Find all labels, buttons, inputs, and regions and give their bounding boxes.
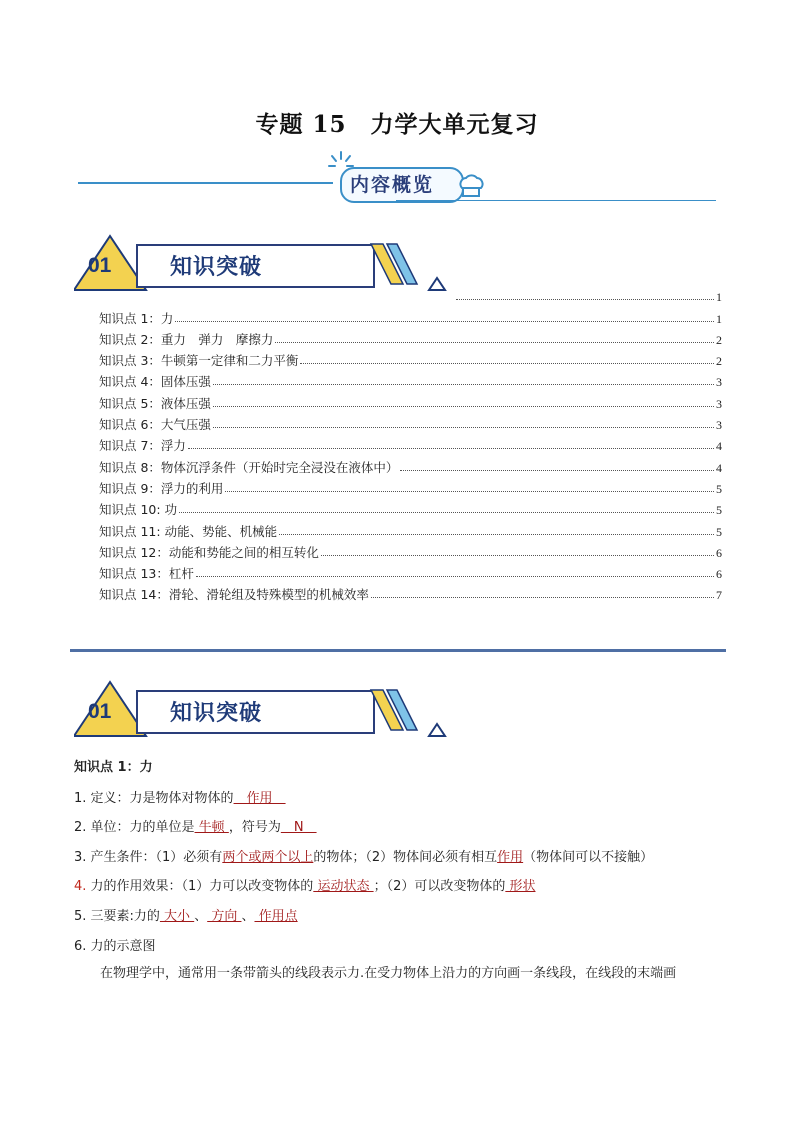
toc-page: 1 bbox=[716, 290, 722, 305]
document-title: 专题 15 力学大单元复习 bbox=[255, 111, 539, 138]
toc-item-title: 知识点 13：杠杆 bbox=[99, 566, 194, 582]
toc-item-page: 2 bbox=[716, 332, 722, 347]
banner-label: 知识突破 bbox=[170, 255, 263, 280]
three-elements-line: 5. 三要素:力的 大小 、 方向 、 作用点 bbox=[74, 908, 298, 924]
effect-line: 4. 力的作用效果：（1）力可以改变物体的 运动状态 ；（2）可以改变物体的 形状 bbox=[74, 879, 536, 895]
overview-header bbox=[78, 150, 718, 208]
knowledge-point-title: 知识点 1：力 bbox=[74, 760, 153, 775]
chef-hat-icon bbox=[456, 174, 486, 200]
banner-number: 01 bbox=[88, 254, 112, 277]
toc-item-title: 知识点 5：液体压强 bbox=[99, 395, 211, 411]
answer-blank: 两个或两个以上 bbox=[222, 849, 314, 865]
toc-item[interactable] bbox=[99, 454, 722, 475]
toc-first-row bbox=[99, 284, 722, 305]
table-of-contents bbox=[99, 284, 722, 603]
answer-blank: 方向 bbox=[207, 908, 242, 924]
toc-item-page: 1 bbox=[716, 311, 722, 326]
section-banner-main bbox=[74, 678, 454, 740]
diagram-heading: 6. 力的示意图 bbox=[74, 938, 156, 954]
toc-item[interactable] bbox=[99, 518, 722, 539]
toc-item-title: 知识点 14：滑轮、滑轮组及特殊模型的机械效率 bbox=[99, 587, 369, 603]
toc-item-title: 知识点 10: 功 bbox=[99, 502, 178, 518]
toc-item[interactable] bbox=[99, 433, 722, 454]
answer-blank: 形状 bbox=[505, 879, 536, 895]
answer-blank: 牛顿 bbox=[194, 820, 229, 836]
toc-item-title: 知识点 12：动能和势能之间的相互转化 bbox=[99, 544, 319, 560]
toc-item[interactable] bbox=[99, 412, 722, 433]
toc-item-page: 7 bbox=[716, 588, 722, 603]
answer-blank: N bbox=[280, 820, 317, 836]
answer-blank: 作用点 bbox=[254, 908, 298, 924]
toc-item-title: 知识点 6：大气压强 bbox=[99, 417, 211, 433]
toc-item-title: 知识点 7：浮力 bbox=[99, 438, 186, 454]
toc-item[interactable] bbox=[99, 348, 722, 369]
banner-number: 01 bbox=[88, 700, 112, 723]
section-divider bbox=[70, 649, 726, 652]
toc-item[interactable] bbox=[99, 540, 722, 561]
toc-item[interactable] bbox=[99, 497, 722, 518]
overview-right-line bbox=[396, 200, 716, 201]
definition-line: 1. 定义：力是物体对物体的 作用 bbox=[74, 790, 286, 806]
answer-blank: 大小 bbox=[159, 908, 195, 924]
toc-item-page: 3 bbox=[716, 375, 722, 390]
toc-item[interactable] bbox=[99, 390, 722, 411]
content-body bbox=[74, 760, 734, 982]
toc-item[interactable] bbox=[99, 305, 722, 326]
toc-item-page: 4 bbox=[716, 460, 722, 475]
answer-blank: 作用 bbox=[233, 790, 286, 806]
toc-item-page: 6 bbox=[716, 567, 722, 582]
toc-item[interactable] bbox=[99, 369, 722, 390]
overview-label: 内容概览 bbox=[350, 174, 435, 196]
toc-item[interactable] bbox=[99, 582, 722, 603]
toc-item-title: 知识点 3：牛顿第一定律和二力平衡 bbox=[99, 353, 299, 369]
banner-stripes-icon bbox=[369, 678, 459, 740]
answer-blank: 运动状态 bbox=[313, 879, 374, 895]
toc-item-page: 5 bbox=[716, 481, 722, 496]
toc-item-title: 知识点 4：固体压强 bbox=[99, 374, 211, 390]
toc-item[interactable] bbox=[99, 327, 722, 348]
toc-item-page: 5 bbox=[716, 524, 722, 539]
toc-item-title: 知识点 9：浮力的利用 bbox=[99, 480, 224, 496]
toc-item-page: 6 bbox=[716, 545, 722, 560]
overview-left-line bbox=[78, 182, 333, 184]
toc-item-page: 3 bbox=[716, 396, 722, 411]
paragraph: 在物理学中，通常用一条带箭头的线段表示力.在受力物体上沿力的方向画一条线段，在线段的末端画 bbox=[100, 966, 677, 982]
toc-item-page: 2 bbox=[716, 354, 722, 369]
toc-item[interactable] bbox=[99, 476, 722, 497]
toc-item-page: 3 bbox=[716, 418, 722, 433]
unit-line: 2. 单位：力的单位是 牛顿 ，符号为 N bbox=[74, 820, 317, 836]
toc-item-title: 知识点 8：物体沉浮条件（开始时完全浸没在液体中） bbox=[99, 459, 399, 475]
toc-item[interactable] bbox=[99, 561, 722, 582]
toc-item-title: 知识点 11: 动能、势能、机械能 bbox=[99, 523, 278, 539]
condition-line: 3. 产生条件：（1）必须有两个或两个以上的物体；（2）物体间必须有相互作用（物体间可以不接触） bbox=[74, 849, 654, 865]
toc-item-title: 知识点 2：重力 弹力 摩擦力 bbox=[99, 331, 274, 347]
toc-item-title: 知识点 1：力 bbox=[99, 310, 174, 326]
answer-blank: 作用 bbox=[497, 849, 524, 865]
banner-label: 知识突破 bbox=[170, 701, 263, 726]
toc-item-page: 4 bbox=[716, 439, 722, 454]
toc-item-page: 5 bbox=[716, 503, 722, 518]
